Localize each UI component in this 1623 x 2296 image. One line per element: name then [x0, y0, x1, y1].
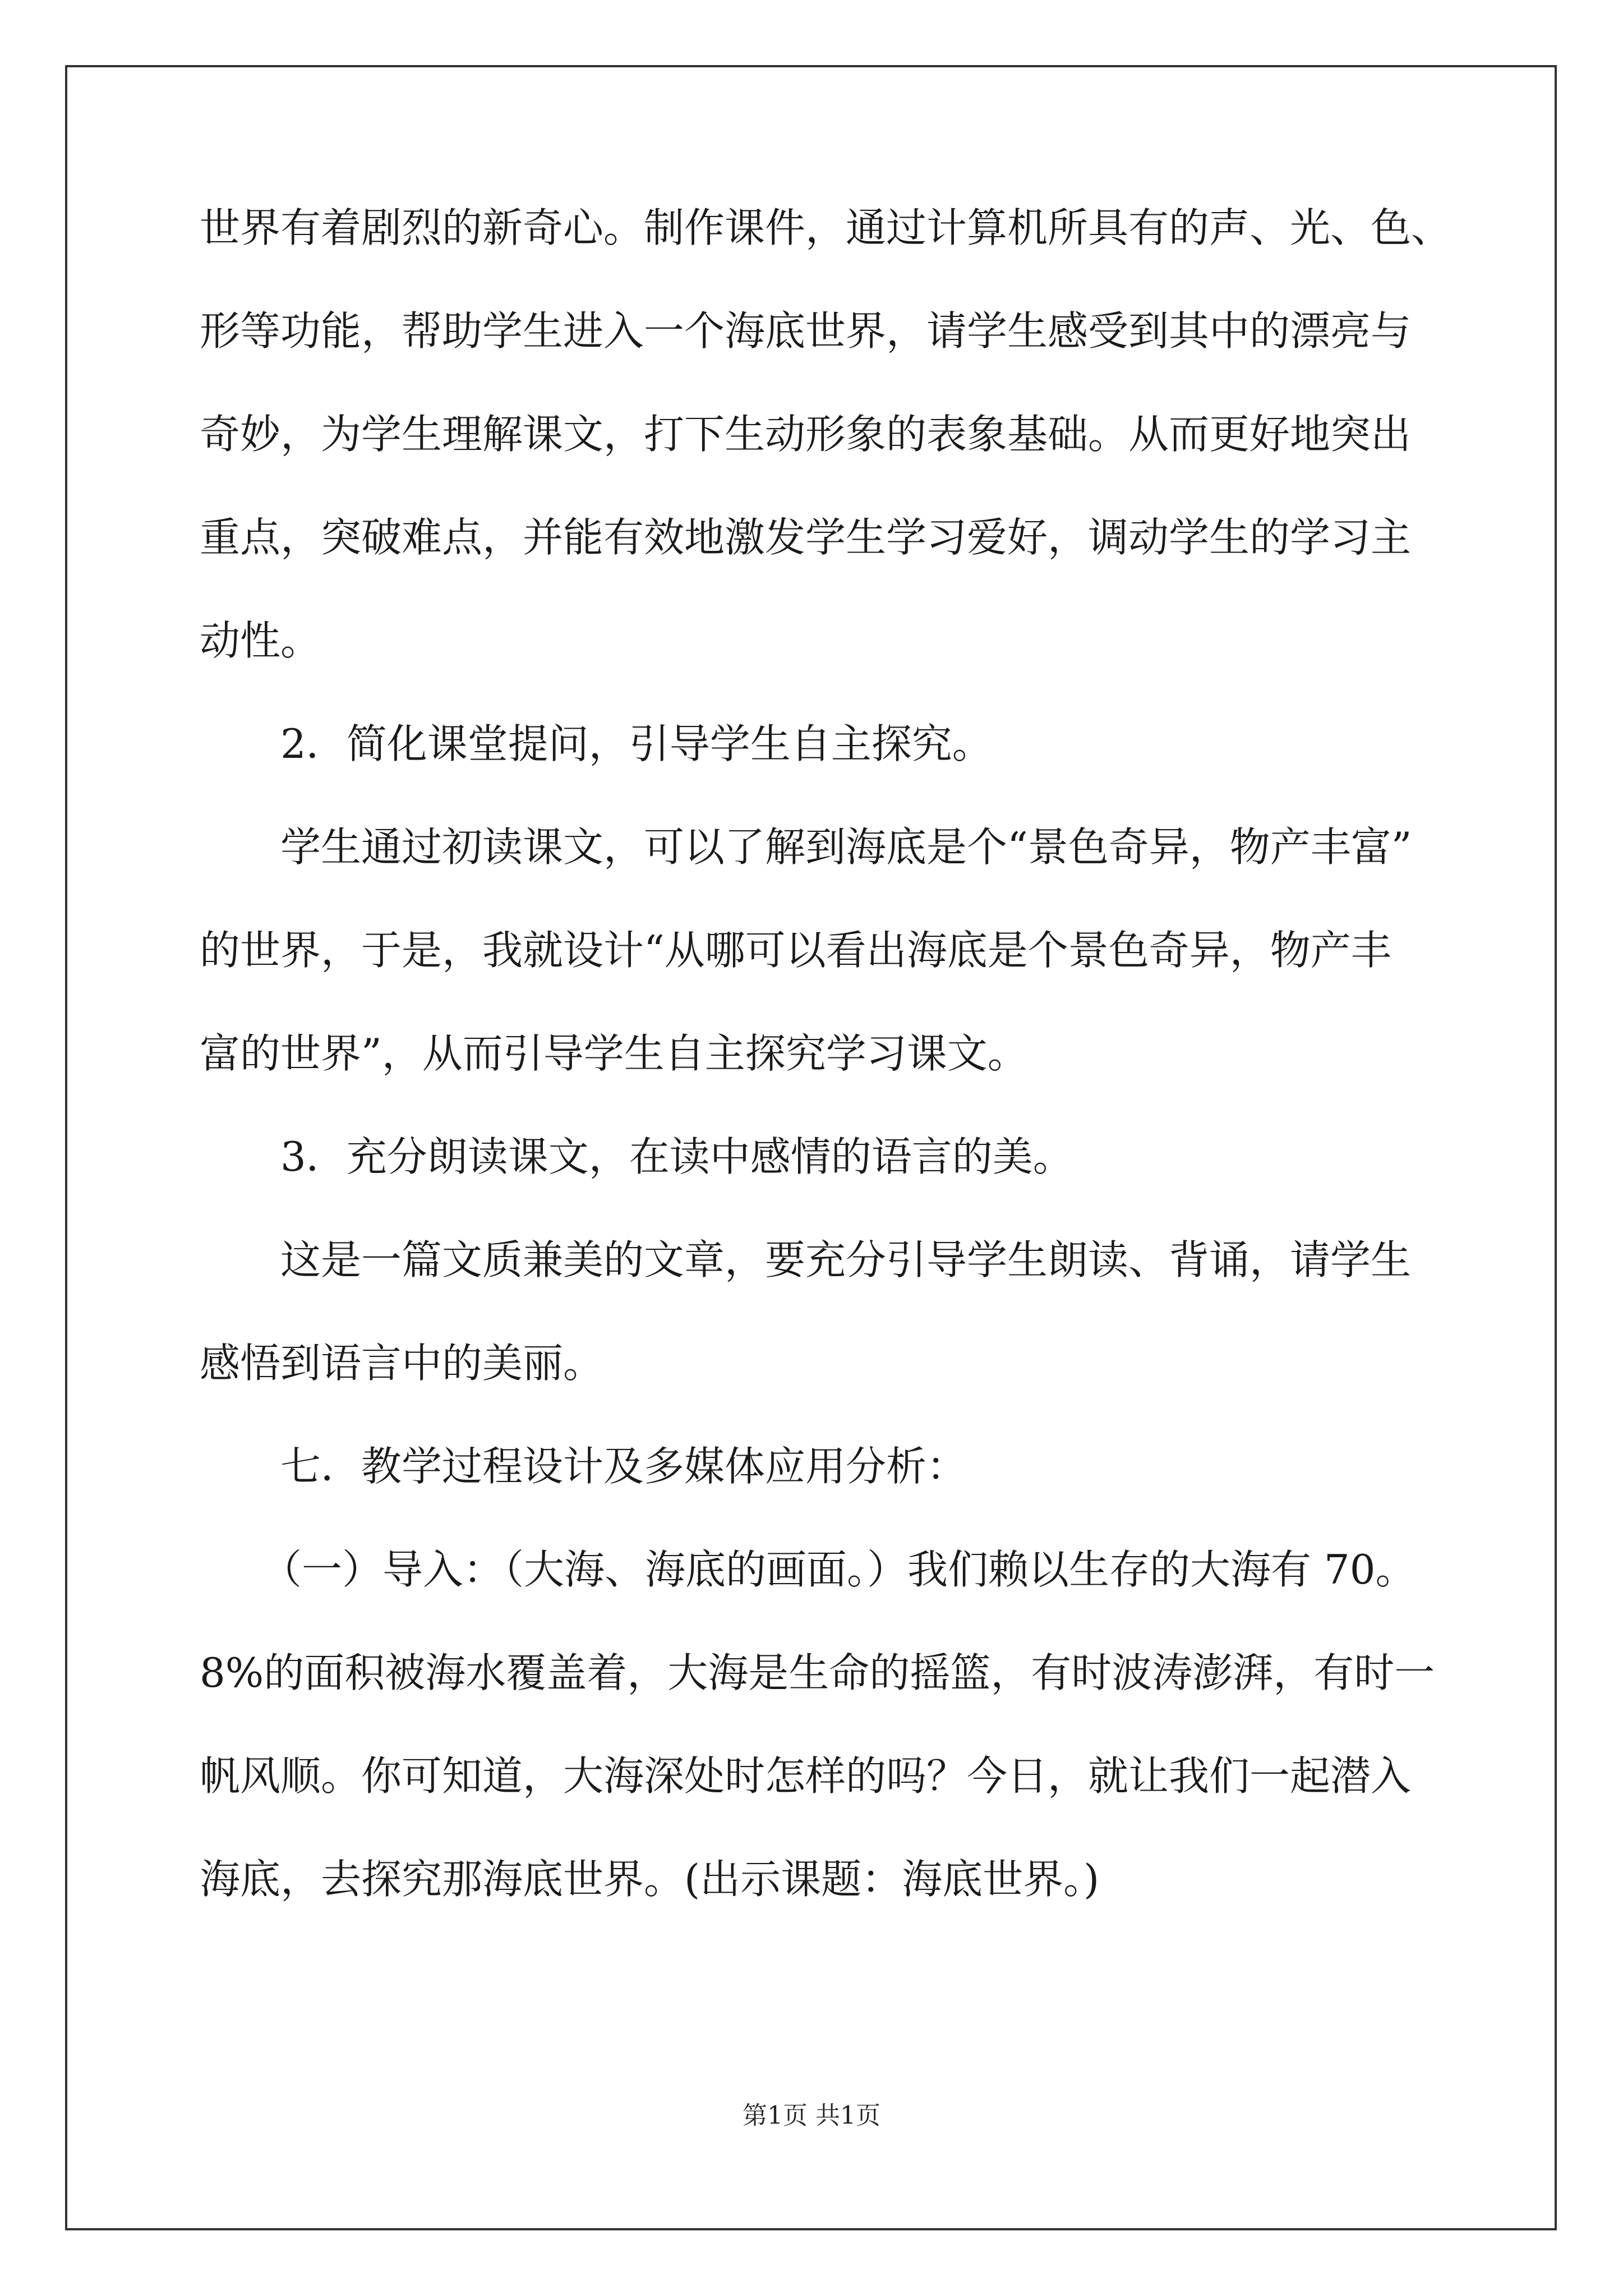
page-footer: 第1页 共1页 — [743, 2101, 880, 2130]
text-line-2: 形等功能，帮助学生进入一个海底世界，请学生感受到其中的漂亮与 — [200, 307, 1412, 355]
text-line-5: 动性。 — [200, 617, 321, 664]
text-line-3: 奇妙，为学生理解课文，打下生动形象的表象基础。从而更好地突出 — [200, 411, 1412, 458]
text-line-11: 这是一篇文质兼美的文章，要充分引导学生朗读、背诵，请学生 — [280, 1236, 1412, 1283]
text-line-8: 的世界，于是，我就设计“从哪可以看出海底是个景色奇异，物产丰 — [200, 927, 1391, 974]
text-line-14: （一）导入：（大海、海底的画面。）我们赖以生存的大海有 70。 — [261, 1546, 1416, 1593]
text-line-4: 重点，突破难点，并能有效地激发学生学习爱好，调动学生的学习主 — [200, 514, 1412, 561]
text-line-12: 感悟到语言中的美丽。 — [200, 1340, 604, 1387]
text-line-7: 学生通过初读课文，可以了解到海底是个“景色奇异，物产丰富” — [280, 823, 1412, 871]
text-line-1: 世界有着剧烈的新奇心。制作课件，通过计算机所具有的声、光、色、 — [200, 204, 1452, 251]
text-line-13: 七．教学过程设计及多媒体应用分析： — [280, 1443, 967, 1490]
text-line-10: 3．充分朗读课文，在读中感情的语言的美。 — [280, 1133, 1073, 1180]
text-line-15: 8%的面积被海水覆盖着，大海是生命的摇篮，有时波涛澎湃，有时一 — [200, 1649, 1435, 1696]
text-line-16: 帆风顺。你可知道，大海深处时怎样的吗？今日，就让我们一起潜入 — [200, 1752, 1412, 1800]
text-line-17: 海底，去探究那海底世界。(出示课题：海底世界。) — [200, 1856, 1100, 1903]
text-line-9: 富的世界”，从而引导学生自主探究学习课文。 — [200, 1030, 1028, 1077]
text-line-6: 2．简化课堂提问，引导学生自主探究。 — [280, 720, 993, 767]
